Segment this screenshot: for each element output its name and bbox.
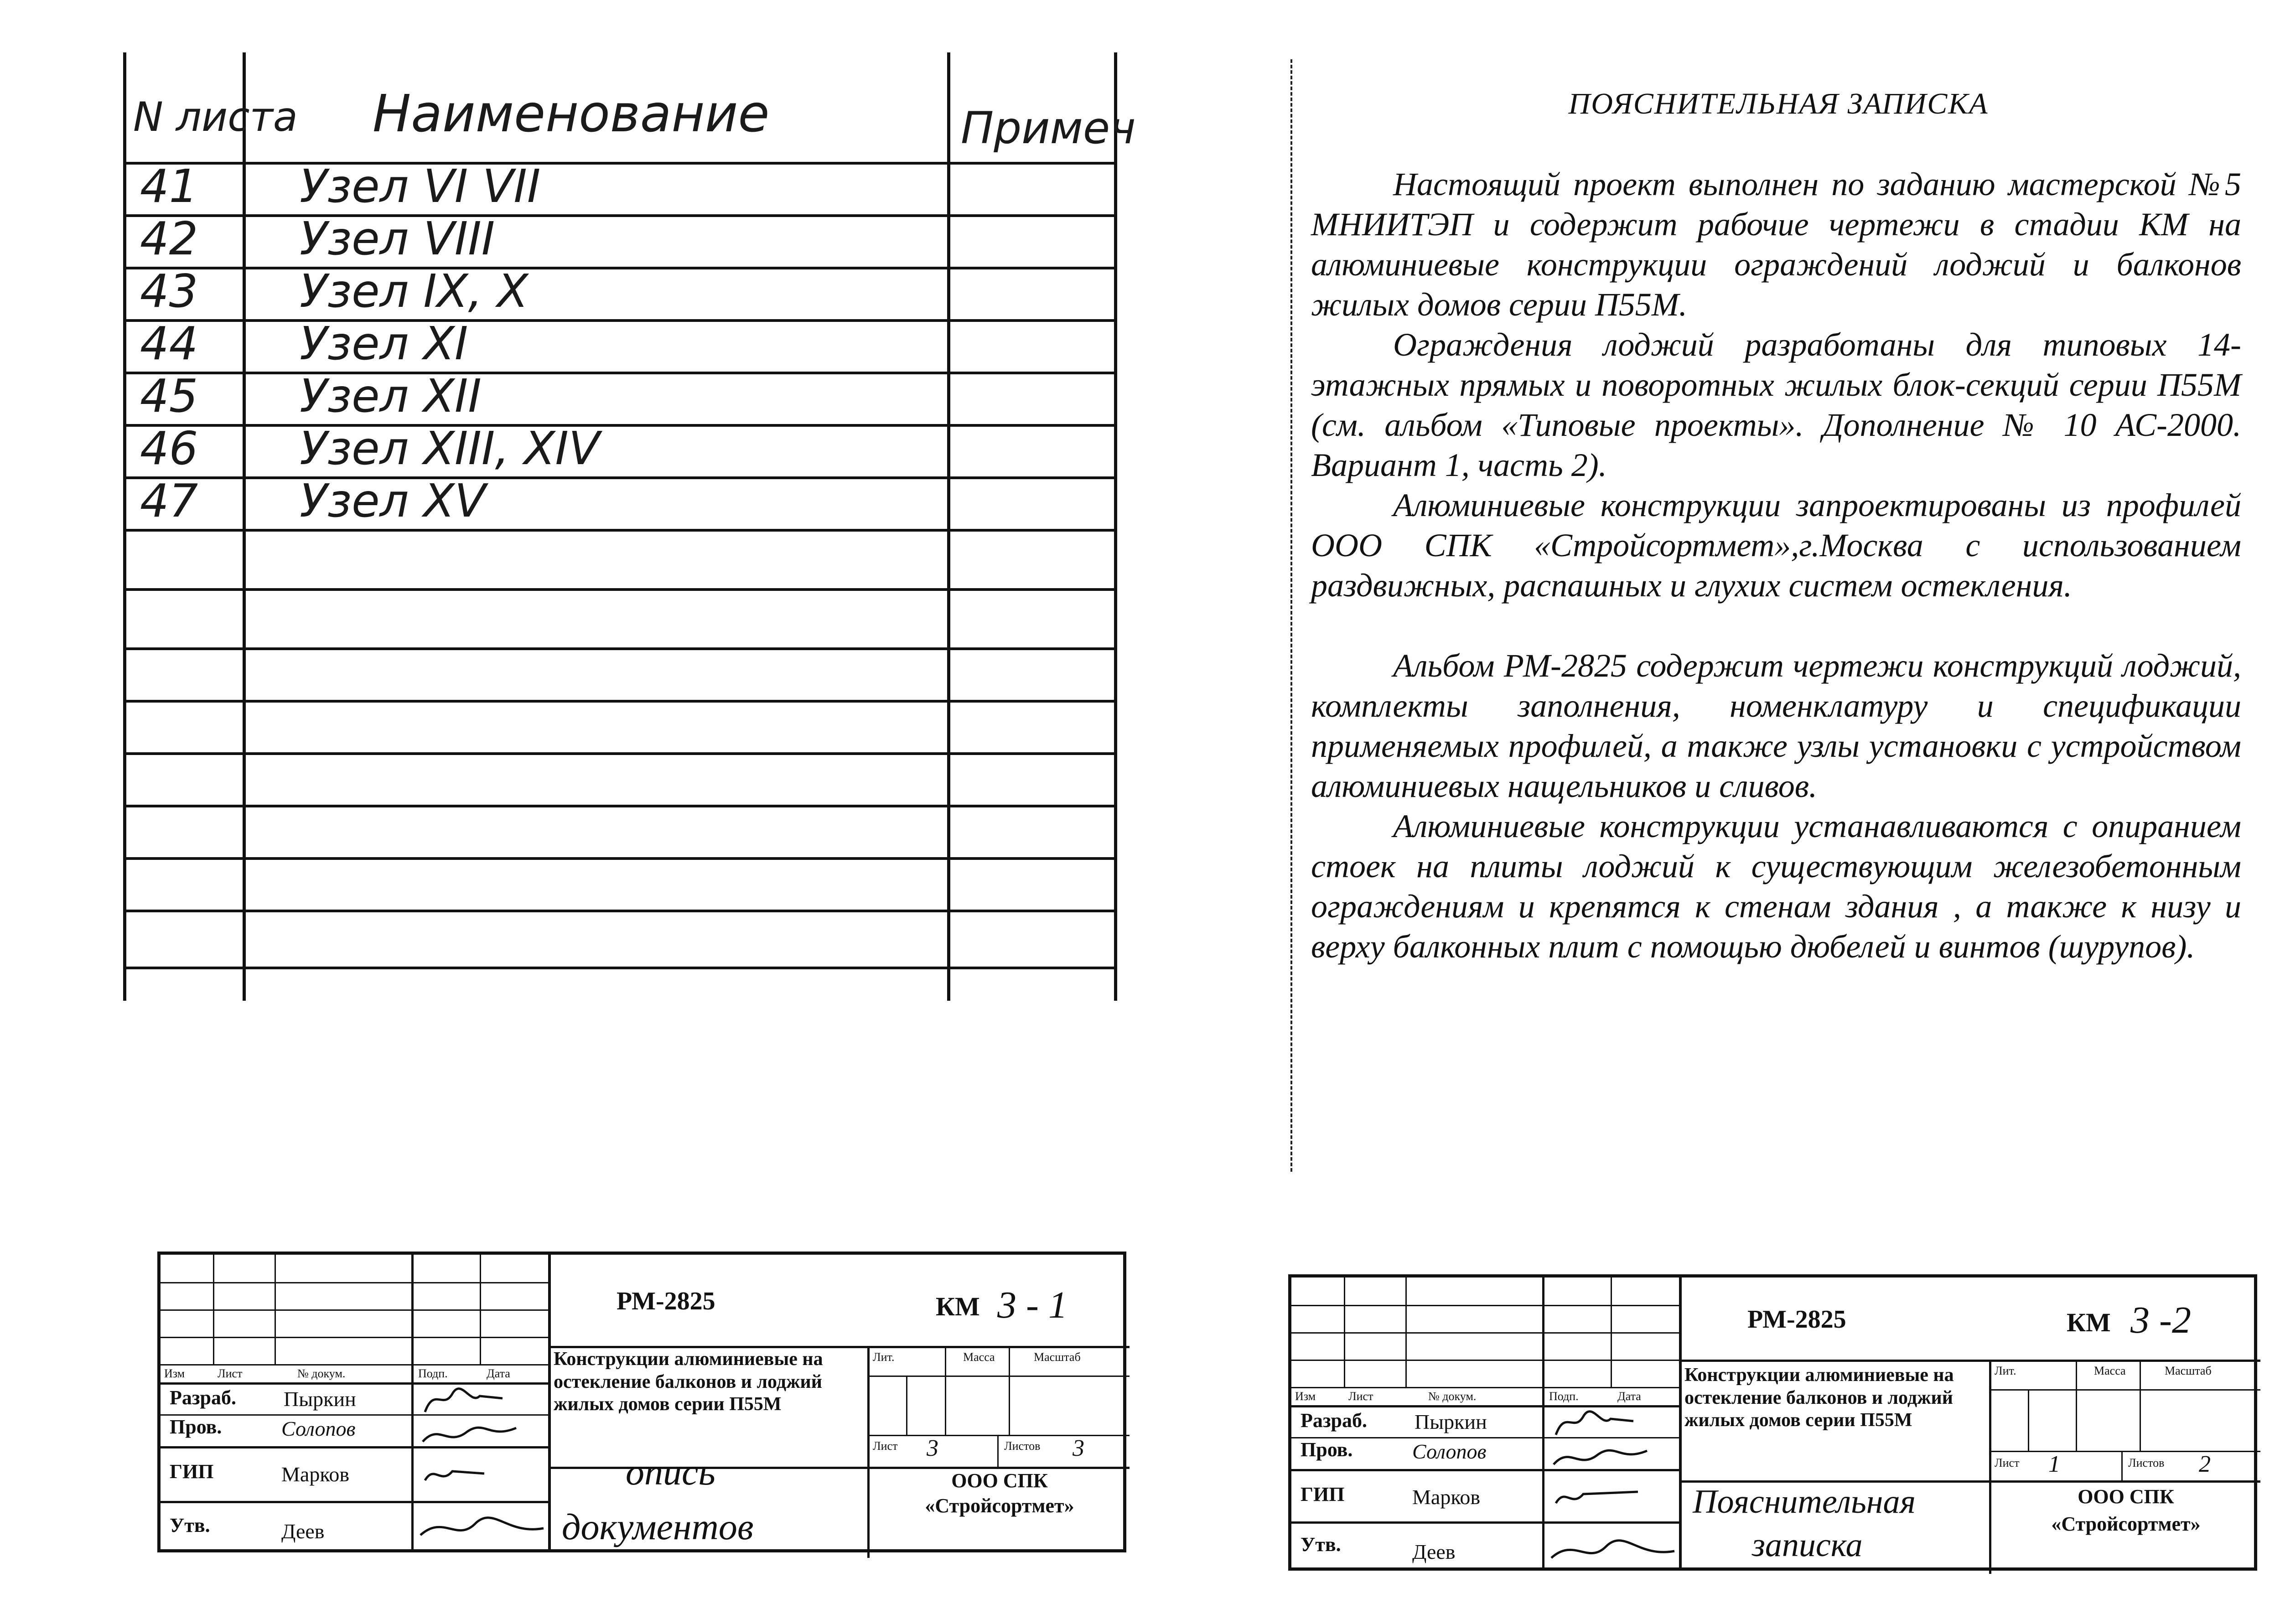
note-paragraph: Ограждения лоджий разработаны для типовых 14-этажных прямых и поворотных жилых блок-секций серии П55М (см. альбом «Типовые проекты». Дополнение № 10 АС-2000. Вариант 1, часть 2).	[1311, 326, 2241, 483]
row-sheet-number: 41	[140, 160, 198, 213]
title-block-left	[157, 1252, 1126, 1552]
name-chief-engineer: Марков	[281, 1463, 350, 1486]
sheets-label: Листов	[2128, 1456, 2165, 1469]
role-approver: Утв.	[170, 1514, 210, 1536]
organization-line2: «Стройсортмет»	[925, 1495, 1074, 1517]
col-list: Лист	[1348, 1390, 1373, 1403]
note-paragraph: Алюминиевые конструкции запроектированы из профилей ООО СПК «Стройсортмет»,г.Москва с использованием раздвижных, распашных и глухих систем остекления.	[1311, 487, 2241, 604]
row-divider	[126, 529, 1114, 532]
row-name: Узел XII	[300, 369, 482, 423]
row-divider	[126, 267, 1114, 269]
row-divider	[126, 162, 1114, 165]
document-name-line1: опись	[626, 1451, 715, 1493]
document-code: РМ-2825	[617, 1287, 715, 1315]
role-chief-engineer: ГИП	[1301, 1483, 1345, 1505]
sheets-label: Листов	[1004, 1439, 1041, 1453]
title-block-right	[1288, 1274, 2257, 1571]
name-developer: Пыркин	[284, 1387, 356, 1411]
binding-margin-line	[1290, 59, 1292, 1172]
signatures	[1547, 1401, 1679, 1574]
row-sheet-number: 43	[140, 264, 198, 318]
sheets-value: 3	[1073, 1435, 1084, 1461]
row-divider	[126, 424, 1114, 427]
note-title: ПОЯСНИТЕЛЬНАЯ ЗАПИСКА	[1568, 87, 1989, 120]
role-checker: Пров.	[170, 1416, 222, 1438]
lit-label: Лит.	[873, 1350, 895, 1364]
document-name-line2: записка	[1752, 1526, 1863, 1564]
lit-label: Лит.	[1995, 1364, 2016, 1377]
col-izm: Изм	[164, 1367, 185, 1380]
row-divider	[126, 700, 1114, 703]
header-name: Наименование	[373, 84, 770, 144]
document-name-line1: Пояснительная	[1693, 1483, 1916, 1521]
row-divider	[126, 805, 1114, 807]
col-izm: Изм	[1295, 1390, 1316, 1403]
document-code: РМ-2825	[1747, 1305, 1846, 1334]
row-divider	[126, 910, 1114, 912]
role-checker: Пров.	[1301, 1438, 1353, 1461]
row-sheet-number: 46	[140, 422, 198, 475]
row-name: Узел VIII	[300, 212, 495, 265]
col-list: Лист	[218, 1367, 243, 1380]
col-date: Дата	[1617, 1390, 1641, 1403]
scale-label: Масштаб	[1034, 1350, 1081, 1364]
row-divider	[126, 752, 1114, 755]
row-sheet-number: 45	[140, 369, 198, 423]
col-doc: № докум.	[297, 1367, 346, 1380]
row-divider	[126, 588, 1114, 591]
sheet-mark: 3 -2	[2130, 1299, 2191, 1341]
name-developer: Пыркин	[1415, 1410, 1487, 1433]
header-sheet-number: N листа	[133, 93, 298, 140]
role-chief-engineer: ГИП	[170, 1460, 214, 1483]
role-approver: Утв.	[1301, 1533, 1341, 1556]
col-sign: Подп.	[418, 1367, 448, 1380]
note-paragraph: Настоящий проект выполнен по заданию мастерской №5 МНИИТЭП и содержит рабочие чертежи в стадии КМ на алюминиевые конструкции ограждений лоджий и балконов жилых домов серии П55М.	[1311, 166, 2241, 323]
sheet-label: Лист	[1995, 1456, 2020, 1469]
organization-line1: ООО СПК	[951, 1469, 1048, 1492]
row-divider	[126, 857, 1114, 860]
name-checker: Солопов	[1412, 1440, 1487, 1463]
col-doc: № докум.	[1428, 1390, 1477, 1403]
row-name: Узел XI	[300, 317, 468, 370]
project-title: Конструкции алюминиевые на остекление балконов и лоджий жилых домов серии П55М	[1684, 1365, 1954, 1431]
col-date: Дата	[487, 1367, 510, 1380]
organization-line2: «Стройсортмет»	[2051, 1513, 2201, 1535]
role-developer: Разраб.	[1301, 1409, 1368, 1432]
sheet-value: 1	[2048, 1451, 2060, 1477]
row-divider	[126, 319, 1114, 322]
row-name: Узел VI VII	[300, 160, 541, 213]
name-chief-engineer: Марков	[1412, 1485, 1481, 1509]
row-sheet-number: 47	[140, 474, 198, 528]
mass-label: Масса	[2094, 1364, 2126, 1377]
sheet-value: 3	[927, 1435, 938, 1461]
sheets-value: 2	[2199, 1451, 2211, 1477]
stage-code: КМ	[936, 1292, 980, 1321]
sheet-mark: 3 - 1	[997, 1284, 1067, 1326]
mass-label: Масса	[963, 1350, 995, 1364]
row-name: Узел XV	[300, 474, 486, 528]
organization-line1: ООО СПК	[2078, 1485, 2174, 1508]
row-divider	[126, 476, 1114, 479]
note-paragraph: Алюминиевые конструкции устанавливаются с опиранием стоек на плиты лоджий к существующим железобетонным ограждениям и крепятся к стенам здания , а также к низу и верху балконных плит с помощью дюбелей и винтов (шурупов).	[1311, 808, 2241, 965]
row-divider	[126, 372, 1114, 374]
project-title: Конструкции алюминиевые на остекление балконов и лоджий жилых домов серии П55М	[554, 1349, 823, 1415]
row-divider	[126, 647, 1114, 650]
note-body	[1311, 164, 2241, 967]
row-sheet-number: 42	[140, 212, 198, 265]
row-name: Узел IX, X	[300, 264, 529, 318]
signatures	[416, 1378, 548, 1551]
sheet-label: Лист	[873, 1439, 898, 1453]
header-note: Примеч	[961, 103, 1136, 154]
col-sign: Подп.	[1549, 1390, 1579, 1403]
note-paragraph: Альбом РМ-2825 содержит чертежи конструкций лоджий, комплекты заполнения, номенклатуру и спецификации применяемых профилей, а также узлы установки с устройством алюминиевых нащельников и сливов.	[1311, 647, 2241, 804]
stage-code: КМ	[2067, 1308, 2111, 1337]
name-checker: Солопов	[281, 1417, 356, 1440]
row-divider	[126, 967, 1114, 969]
row-name: Узел XIII, XIV	[300, 422, 600, 475]
row-divider	[126, 214, 1114, 217]
name-approver: Деев	[281, 1520, 325, 1543]
document-name-line2: документов	[562, 1506, 754, 1547]
row-sheet-number: 44	[140, 317, 198, 370]
scale-label: Масштаб	[2165, 1364, 2212, 1377]
role-developer: Разраб.	[170, 1386, 237, 1409]
name-approver: Деев	[1412, 1540, 1456, 1563]
sheet-index-table	[123, 52, 1136, 1001]
